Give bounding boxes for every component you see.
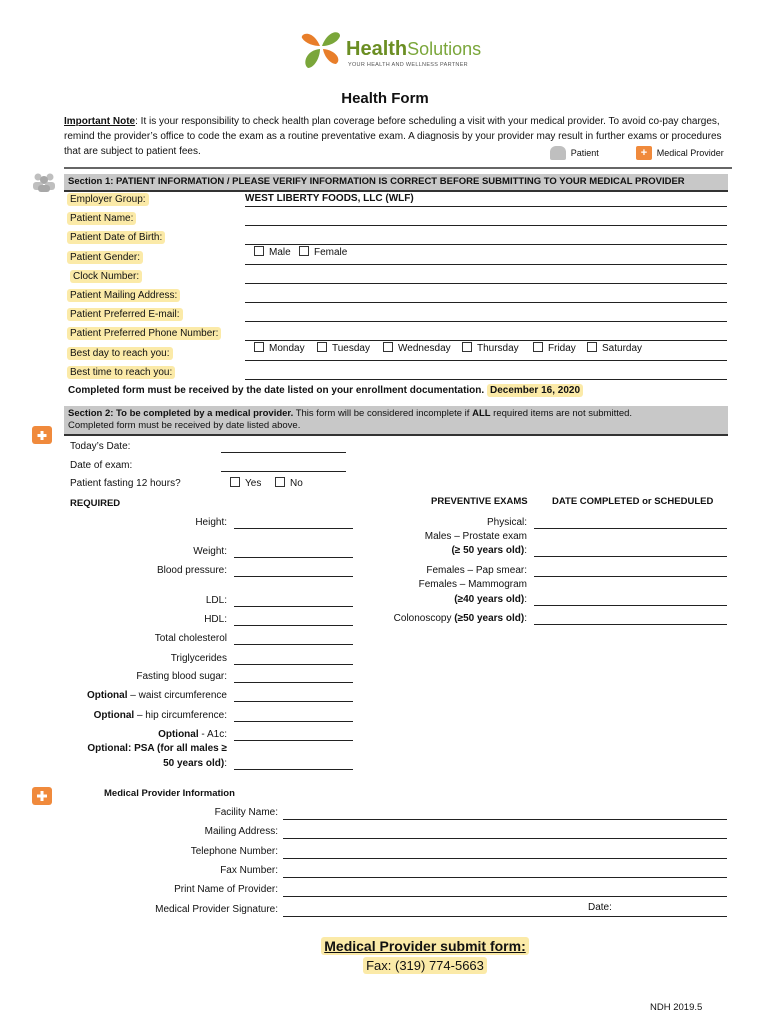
medical-bag-icon (32, 426, 52, 444)
section2-subtitle: Completed form must be received by date listed above. (68, 420, 301, 431)
deadline-text: Completed form must be received by the date listed on your enrollment documentation. (68, 385, 485, 396)
submit-fax-wrap (0, 958, 770, 973)
mailing-field[interactable] (245, 302, 727, 303)
weight-field[interactable] (234, 557, 353, 558)
saturday-checkbox[interactable] (587, 342, 597, 352)
fasting-label: Patient fasting 12 hours? (70, 478, 181, 489)
submit-heading-wrap (0, 938, 770, 954)
tuesday-checkbox[interactable] (317, 342, 327, 352)
triglycerides-field[interactable] (234, 664, 353, 665)
no-checkbox[interactable] (275, 477, 285, 487)
triglycerides-label: Triglycerides (170, 653, 227, 664)
best-time-field[interactable] (245, 379, 727, 380)
print-name-field[interactable] (283, 896, 727, 897)
hip-field[interactable] (234, 721, 353, 722)
no-label: No (290, 478, 303, 489)
important-note (64, 114, 730, 159)
section2-title-bold: Section 2: To be completed by a medical provider. (68, 408, 294, 419)
blood-pressure-field[interactable] (234, 576, 353, 577)
logo-tagline: YOUR HEALTH AND WELLNESS PARTNER (348, 62, 468, 68)
friday-label: Friday (548, 343, 576, 354)
a1c-optional: Optional (158, 729, 199, 740)
dob-label: Patient Date of Birth: (67, 231, 165, 244)
today-field[interactable] (221, 452, 346, 453)
patient-name-field[interactable] (245, 225, 727, 226)
thursday-label: Thursday (477, 343, 519, 354)
print-name-label: Print Name of Provider: (174, 884, 278, 895)
signature-date-label: Date: (588, 902, 612, 913)
hip-label (94, 710, 227, 721)
waist-optional: Optional (86, 690, 128, 701)
colonoscopy-label: Colonoscopy (≥50 years old): (393, 613, 527, 624)
preventive-heading: PREVENTIVE EXAMS (431, 496, 528, 507)
submit-fax: Fax: (319) 774-5663 (363, 957, 487, 974)
day-thursday-option[interactable] (462, 342, 519, 354)
fasting-no-option[interactable] (275, 477, 303, 489)
legend-provider-label: Medical Provider (656, 148, 724, 158)
provider-fax-label: Fax Number: (220, 865, 278, 876)
weight-label: Weight: (193, 546, 227, 557)
legend-patient (550, 146, 599, 160)
day-saturday-option[interactable] (587, 342, 642, 354)
colonoscopy-age: (≥50 years old) (454, 613, 525, 624)
a1c-field[interactable] (234, 740, 353, 741)
colonoscopy-field[interactable] (534, 624, 727, 625)
page-title: Health Form (341, 90, 429, 107)
waist-label (87, 690, 227, 701)
provider-phone-label: Telephone Number: (190, 846, 278, 857)
employer-label: Employer Group: (67, 193, 149, 206)
logo-brand-light: Solutions (407, 39, 482, 59)
legend-patient-label: Patient (570, 148, 599, 158)
provider-mailing-label: Mailing Address: (204, 826, 278, 837)
fasting-yes-option[interactable] (230, 477, 261, 489)
phone-field[interactable] (245, 340, 727, 341)
email-field[interactable] (245, 321, 727, 322)
waist-text: – waist circumference (127, 690, 227, 701)
female-checkbox[interactable] (299, 246, 309, 256)
prostate-label-2: (≥ 50 years old) (451, 545, 525, 556)
deadline-note (68, 385, 583, 396)
day-friday-option[interactable] (533, 342, 576, 354)
physical-field[interactable] (534, 528, 727, 529)
day-monday-option[interactable] (254, 342, 305, 354)
header-divider (64, 167, 732, 169)
legend-provider (636, 146, 724, 160)
employer-line (245, 206, 727, 207)
submit-heading: Medical Provider submit form: (321, 937, 528, 955)
prostate-label-1: Males – Prostate exam (424, 531, 527, 542)
dob-field[interactable] (245, 244, 727, 245)
facility-field[interactable] (283, 819, 727, 820)
note-text: : It is your responsibility to check health plan coverage before scheduling a visit with your medical provider. To avoid co-pay charges, remind the provider’s office to code the exam as a routine preventative exam. A diagnosis by your provider may result in further exams or procedures that are subject to patient fees. (64, 116, 722, 157)
patient-group-icon (32, 172, 56, 192)
mammo-label-1: Females – Mammogram (418, 579, 527, 590)
section2-title-end: required items are not submitted. (490, 408, 633, 419)
hip-optional: Optional (93, 710, 135, 721)
gender-female-option[interactable] (299, 246, 347, 258)
note-label: Important Note (64, 116, 136, 127)
hdl-field[interactable] (234, 625, 353, 626)
facility-label: Facility Name: (214, 807, 278, 818)
a1c-text: - A1c: (198, 729, 227, 740)
section2-title-rest: This form will be considered incomplete if (293, 408, 473, 419)
mammo-label-2-wrap: (≥40 years old): (454, 594, 527, 605)
ldl-field[interactable] (234, 606, 353, 607)
email-label: Patient Preferred E-mail: (67, 308, 183, 321)
section1-bar (64, 174, 728, 192)
provider-heading: Medical Provider Information (104, 788, 235, 799)
fasting-sugar-label: Fasting blood sugar: (136, 671, 227, 682)
wednesday-label: Wednesday (398, 343, 451, 354)
today-label: Today’s Date: (70, 441, 131, 452)
clock-field[interactable] (245, 283, 727, 284)
ldl-label: LDL: (205, 595, 227, 606)
provider-mailing-field[interactable] (283, 838, 727, 839)
male-label: Male (269, 247, 291, 258)
signature-label: Medical Provider Signature: (155, 904, 278, 915)
phone-label: Patient Preferred Phone Number: (67, 327, 221, 340)
employer-value: WEST LIBERTY FOODS, LLC (WLF) (245, 193, 414, 204)
gender-label: Patient Gender: (67, 251, 143, 264)
pap-field[interactable] (534, 576, 727, 577)
logo-brand-bold: Health (346, 38, 408, 60)
wednesday-checkbox[interactable] (383, 342, 393, 352)
section1-title: Section 1: PATIENT INFORMATION / PLEASE VERIFY INFORMATION IS CORRECT BEFORE SUBMITTING TO YOUR MEDICAL PROVIDER (68, 176, 685, 187)
section2-bar (64, 406, 728, 436)
saturday-label: Saturday (602, 343, 643, 354)
deadline-date: December 16, 2020 (487, 384, 583, 397)
psa-label-1: Optional: PSA (for all males ≥ (87, 743, 227, 754)
yes-label: Yes (245, 478, 262, 489)
waist-field[interactable] (234, 701, 353, 702)
medical-bag-icon: + (636, 146, 652, 160)
fasting-sugar-field[interactable] (234, 682, 353, 683)
hdl-label: HDL: (204, 614, 227, 625)
best-day-label: Best day to reach you: (67, 347, 173, 360)
prostate-field[interactable] (534, 556, 727, 557)
patient-name-label: Patient Name: (67, 212, 136, 225)
provider-fax-field[interactable] (283, 877, 727, 878)
section2-title-all: ALL (472, 408, 491, 419)
clock-label: Clock Number: (70, 270, 142, 283)
gender-male-option[interactable] (254, 246, 291, 258)
mammo-label-2: (≥40 years old) (454, 594, 525, 605)
cholesterol-label: Total cholesterol (154, 633, 227, 644)
thursday-checkbox[interactable] (462, 342, 472, 352)
best-day-line (245, 360, 727, 361)
exam-date-label: Date of exam: (70, 460, 133, 471)
best-time-label: Best time to reach you: (67, 366, 175, 379)
exam-date-field[interactable] (221, 471, 346, 472)
tuesday-label: Tuesday (332, 343, 370, 354)
psa-label-2-wrap: 50 years old): (163, 758, 227, 769)
pap-label: Females – Pap smear: (426, 565, 527, 576)
patient-icon (550, 146, 566, 160)
a1c-label (158, 729, 227, 740)
signature-field[interactable] (283, 916, 727, 917)
date-completed-heading: DATE COMPLETED or SCHEDULED (552, 496, 714, 507)
monday-checkbox[interactable] (254, 342, 264, 352)
male-checkbox[interactable] (254, 246, 264, 256)
friday-checkbox[interactable] (533, 342, 543, 352)
provider-phone-field[interactable] (283, 858, 727, 859)
day-wednesday-option[interactable] (383, 342, 451, 354)
height-field[interactable] (234, 528, 353, 529)
logo-leaf-icon (298, 24, 344, 72)
physical-label: Physical: (486, 517, 527, 528)
height-label: Height: (195, 517, 227, 528)
prostate-label-2-wrap: (≥ 50 years old): (451, 545, 527, 556)
gender-line (245, 264, 727, 265)
required-heading: REQUIRED (70, 498, 121, 509)
cholesterol-field[interactable] (234, 644, 353, 645)
female-label: Female (314, 247, 348, 258)
yes-checkbox[interactable] (230, 477, 240, 487)
mailing-label: Patient Mailing Address: (67, 289, 180, 302)
hip-text: – hip circumference: (134, 710, 227, 721)
medical-bag-icon (32, 787, 52, 805)
monday-label: Monday (269, 343, 305, 354)
colonoscopy-text: Colonoscopy (393, 613, 455, 624)
form-code: NDH 2019.5 (650, 1002, 703, 1013)
blood-pressure-label: Blood pressure: (156, 565, 227, 576)
day-tuesday-option[interactable] (317, 342, 370, 354)
mammo-field[interactable] (534, 605, 727, 606)
logo (298, 24, 482, 74)
psa-label-2: 50 years old) (163, 758, 225, 769)
psa-field[interactable] (234, 769, 353, 770)
